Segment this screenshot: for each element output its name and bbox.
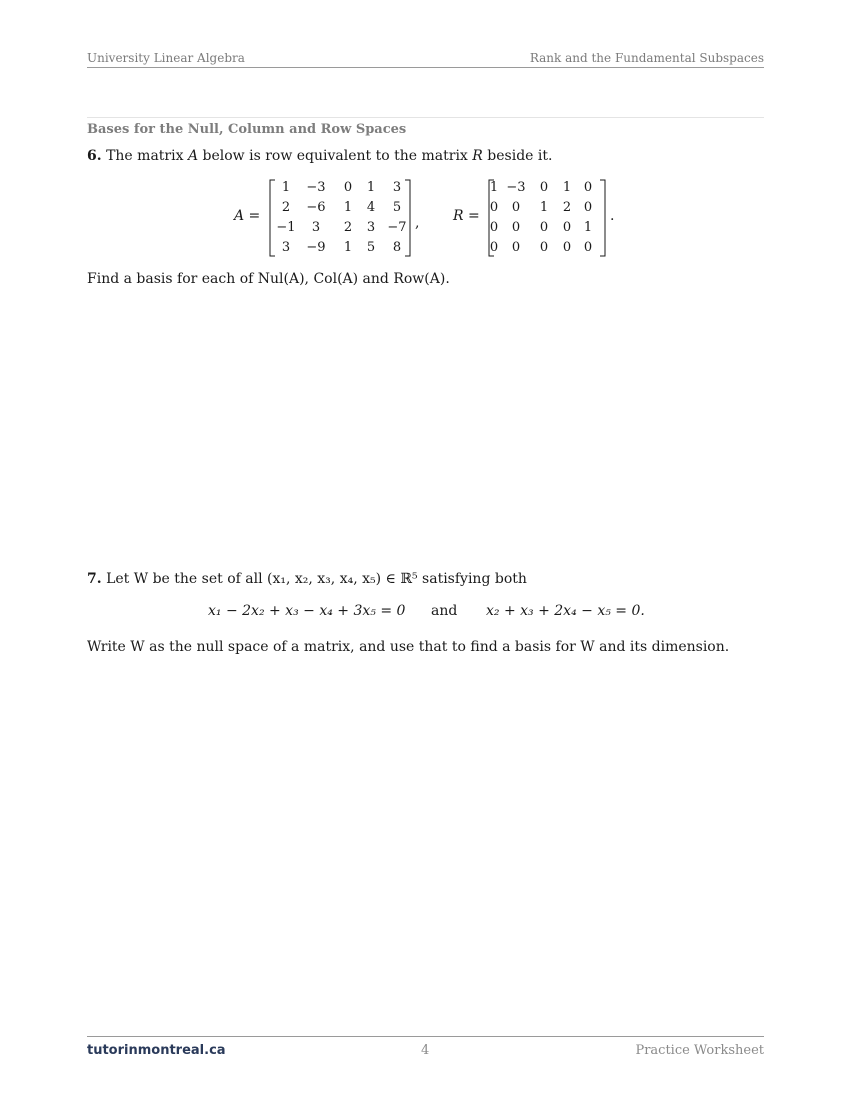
matrix-a-row [276,218,412,238]
matrix-a-row [276,238,412,258]
matrix-a-entry: 1 [343,200,353,215]
question-7-intro: 7. Let W be the set of all (x₁, x₂, x₃, x₄, x₅) ∈ ℝ⁵ satisfying both [87,571,527,587]
matrix-a-entry: −7 [387,220,407,235]
matrix-a-entries [276,178,412,258]
matrix-r-entries [487,178,599,258]
matrix-a-entry: 1 [343,240,353,255]
matrix-r-entry: −3 [506,180,526,195]
equation-connector: and [431,603,458,619]
matrix-r-entry: 0 [562,240,572,255]
question-7-task: Write W as the null space of a matrix, and use that to find a basis for W and its dimension. [87,639,730,655]
question-6-intro: 6. The matrix A below is row equivalent to the matrix R beside it. [87,148,553,164]
matrix-r [487,178,607,258]
matrix-r-entry: 0 [489,220,499,235]
matrix-a [268,178,412,258]
matrix-r-entry: 0 [511,220,521,235]
matrix-a-entry: −6 [306,200,326,215]
matrix-r-entry: 0 [583,200,593,215]
matrix-r-period: . [610,208,615,224]
matrix-a-entry: 5 [392,200,402,215]
matrix-r-entry: 0 [511,200,521,215]
section-title: Bases for the Null, Column and Row Spaces [87,122,407,137]
matrix-a-entry: −9 [306,240,326,255]
matrix-a-entry: 5 [366,240,376,255]
matrix-a-entry: 1 [281,180,291,195]
matrix-r-entry: 0 [511,240,521,255]
footer-site: tutorinmontreal.ca [87,1043,226,1058]
running-header-left: University Linear Algebra [87,51,245,65]
matrix-a-entry: 3 [311,220,321,235]
footer-rule [87,1036,764,1037]
matrix-r-entry: 0 [539,180,549,195]
question-6-number: 6. [87,148,102,164]
header-rule [87,67,764,68]
matrix-r-label: R = [453,208,480,224]
question-6-task: Find a basis for each of Nul(A), Col(A) and Row(A). [87,271,450,287]
matrix-r-row [487,218,599,238]
matrix-r-entry: 1 [583,220,593,235]
section-rule [87,117,764,118]
matrix-a-row [276,198,412,218]
matrix-a-entry: 2 [281,200,291,215]
equation-1: x₁ − 2x₂ + x₃ − x₄ + 3x₅ = 0 [208,603,406,619]
matrix-r-row [487,178,599,198]
matrix-a-label: A = [234,208,261,224]
matrix-a-entry: 3 [366,220,376,235]
matrix-a-row [276,178,412,198]
matrix-a-entry: 3 [392,180,402,195]
matrix-r-entry: 0 [583,240,593,255]
matrix-a-entry: 2 [343,220,353,235]
matrix-a-entry: 8 [392,240,402,255]
matrix-r-entry: 0 [489,200,499,215]
matrix-r-entry: 0 [562,220,572,235]
footer-title: Practice Worksheet [635,1043,764,1058]
matrix-r-entry: 0 [489,240,499,255]
matrix-a-entry: 1 [366,180,376,195]
matrix-r-entry: 1 [489,180,499,195]
matrix-r-row [487,238,599,258]
matrix-a-entry: −3 [306,180,326,195]
matrix-r-entry: 1 [539,200,549,215]
matrix-r-entry: 0 [539,220,549,235]
matrix-r-row [487,198,599,218]
page-number: 4 [421,1043,430,1058]
matrix-r-entry: 0 [539,240,549,255]
running-header-right: Rank and the Fundamental Subspaces [529,51,764,65]
equation-2: x₂ + x₃ + 2x₄ − x₅ = 0. [486,603,645,619]
matrix-a-comma: , [415,215,420,231]
matrix-r-entry: 0 [583,180,593,195]
question-7-number: 7. [87,571,102,587]
matrix-a-entry: 4 [366,200,376,215]
matrix-r-entry: 1 [562,180,572,195]
matrix-r-entry: 2 [562,200,572,215]
matrix-a-entry: 3 [281,240,291,255]
matrix-a-entry: 0 [343,180,353,195]
matrix-a-entry: −1 [276,220,296,235]
